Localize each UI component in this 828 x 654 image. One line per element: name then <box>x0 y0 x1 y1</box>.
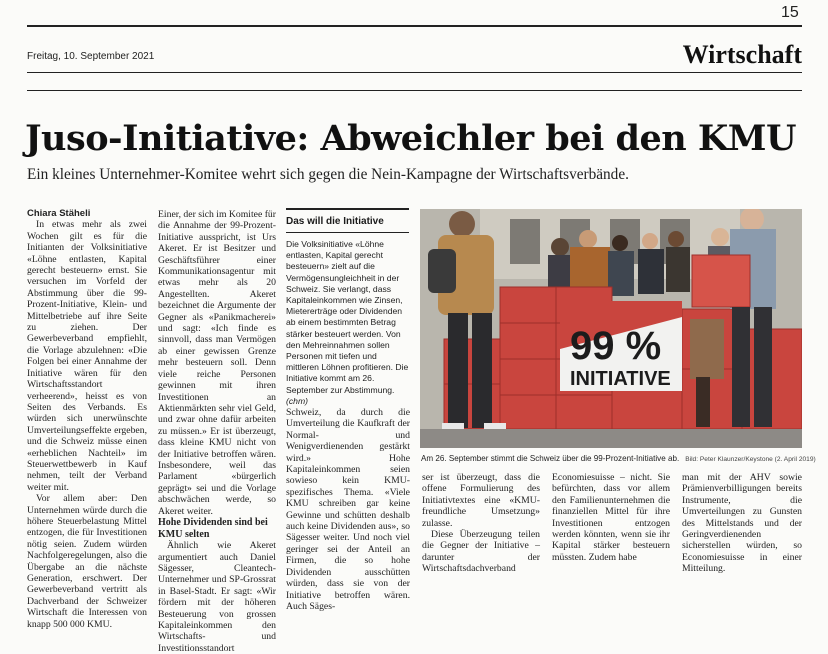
info-box-title: Das will die Initiative <box>286 208 409 233</box>
author-name: Chiara Stäheli <box>27 208 91 219</box>
paragraph: In etwas mehr als zwei Wochen gilt es für die Initianten der Volksinitiative «Löhne entlasten, Kapital gerecht besteuern» ernst. Sie versuchen im Vorfeld der Abstimmung über die 99-Prozent-Initiative, Klein- und Mittelbetriebe auf ihre Seite zu ziehen. Der Gewerbeverband empfiehlt, die Vorlage abzulehnen: «Die Folgen bei einer Annahme der Initiative wären für den Wirtschaftsstandort verheerend», heisst es von Seiten des Verbands. Es würden sich unerwünschte Umverteilungseffekte ergeben, und die Schweiz müsse einen «erheblichen Nachteil» im Steuerwettbewerb in Kauf nehmen, teilt der Verband weiter mit. <box>27 219 147 493</box>
paragraph: Schweiz, da durch die Umverteilung die Kaufkraft der Normal- und Wenigverdienenden gestärkt wird.» Hohe Kapitaleinkommen seien sowieso kein KMU-spezifisches Thema. «Viele KMU schreiben gar keine Gewinne und schütten deshalb auch keine Dividenden aus», so Sägesser weiter. Und noch viel geringer sei der Anteil an Firmen, die so hohe Dividenden ausschütten würden, dass sie von der Initiative betroffen wären. Auch Säges- <box>286 407 410 612</box>
sign-word: INITIATIVE <box>570 368 671 390</box>
paragraph: Economiesuisse – nicht. Sie befürchten, dass vor allem den Familienunternehmen die finanziellen Mittel für ihre Investitionen entzogen werden könnten, wenn sie ihr Kapital stärker besteuern müssten. Zudem habe <box>552 472 670 563</box>
paragraph: ser ist überzeugt, dass die offene Formulierung des Initiativtextes eine «KMU-freundliche Umsetzung» zulasse. <box>422 472 540 529</box>
issue-date: Freitag, 10. September 2021 <box>27 51 155 62</box>
paragraph: Einer, der sich im Komitee für die Annahme der 99-Prozent-Initiative ausspricht, ist Urs Akeret. Er ist Besitzer und Geschäftsführer einer Kommunikationsagentur mit etwas mehr als 20 Angestellten. Akeret bezeichnet die Argumente der Gegner als «Panikmacherei» und sagt: «Ich finde es sinnvoll, dass man Vermögen ab einer gewissen Grenze mehr besteuern soll. Denn viele reiche Personen gewinnen mit ihren Investitionen an Aktienmärkten sehr viel Geld, und zwar ohne dafür arbeiten zu müssen.» Er ist überzeugt, dass kleine KMU nicht von der Initiative betroffen wären. Insbesondere, weil das Parlament «bürgerlich geprägt» sei und die Vorlage abschwächen werde, so Akeret weiter. <box>158 209 276 517</box>
info-box-body: Die Volksinitiative «Löhne entlasten, Kapital gerecht besteuern» zielt auf die Vermögensungleichheit in der Schweiz. Sie verlangt, dass Kapitaleinkommen wie Zinsen, Mietererträge oder Dividenden ab einem bestimmten Betrag stärker besteuert werden. Von den Mehreinnahmen sollen Personen mit tiefen und mittleren Löhnen profitieren. Die Initiative kommt am 26. September zur Abstimmung. <box>286 239 409 395</box>
info-box-text <box>286 239 409 407</box>
article-subheadline: Ein kleines Unternehmer-Komitee wehrt sich gegen die Nein-Kampagne der Wirtschaftsverbände. <box>27 166 629 183</box>
article-column-6 <box>682 472 802 575</box>
article-column-2 <box>158 209 276 654</box>
article-headline: Juso-Initiative: Abweichler bei den KMU <box>25 118 797 159</box>
caption-text: Am 26. September stimmt die Schweiz über die 99-Prozent-Initiative ab. <box>421 454 680 463</box>
section-rule <box>27 90 802 91</box>
paragraph: Ähnlich wie Akeret argumentiert auch Daniel Sägesser, Cleantech-Unternehmer und SP-Grossrat in Basel-Stadt. Er sagt: «Wir fördern mit der höheren Besteuerung von grossen Kapitaleinkommen den Wirtschafts- und Investitionsstandort <box>158 540 276 654</box>
article-column-4 <box>422 472 540 575</box>
paragraph: Vor allem aber: Den Unternehmen würde durch die höhere Steuerbelastung Mittel entzogen, die für Investitionen nötig seien. Zudem würden Nachfolgeregelungen, also die Übergabe an die nächste Generation, erschwert. Der Gewerbeverband vertritt als Dachverband der Schweizer Wirtschaft die Interessen von knapp 500 000 KMU. <box>27 493 147 630</box>
paragraph: man mit der AHV sowie Prämienverbilligungen bereits Instrumente, die Umverteilungen zu Gunsten des Mittelstands und der Geringverdienenden sicherstellen würden, so Economiesuisse in einer Mitteilung. <box>682 472 802 575</box>
top-rule <box>27 25 802 27</box>
sign-number: 99 % <box>570 324 662 368</box>
header-rule <box>27 72 802 73</box>
info-box-signature: (chm) <box>286 395 308 406</box>
article-subtitle: Hohe Dividenden sind bei KMU selten <box>158 516 268 540</box>
article-column-5 <box>552 472 670 563</box>
section-title: Wirtschaft <box>682 40 802 69</box>
news-photo <box>420 209 802 448</box>
photo-credit: Bild: Peter Klaunzer/Keystone (2. April 2019) <box>685 456 816 463</box>
info-box <box>286 208 409 407</box>
page-number: 15 <box>781 4 799 21</box>
paragraph: Diese Überzeugung teilen die Gegner der Initiative – darunter der Wirtschaftsdachverband <box>422 529 540 575</box>
article-column-1 <box>27 208 147 630</box>
photo-caption <box>421 454 816 463</box>
photo-illustration <box>420 209 802 448</box>
